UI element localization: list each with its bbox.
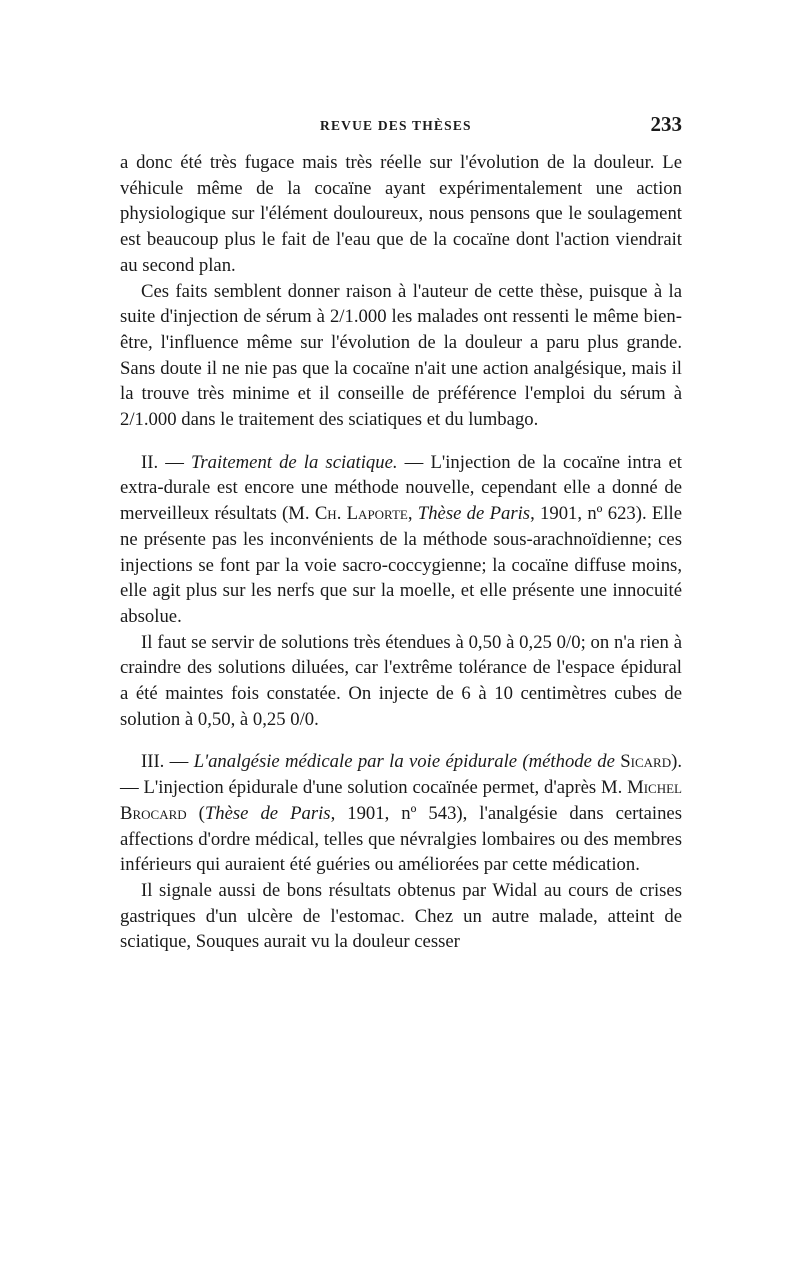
section-ii-text-b: , 1901, nº 623). Elle ne présente pas les inconvénients de la méthode sous-arachnoïdienne; ces injections se font par la voie sacro-coccygienne; la cocaïne diffuse moins, elle agit plus sur les nerfs que sur la moelle, et elle présente une innocuité absolue. bbox=[120, 503, 683, 627]
section-iii-title: L'analgésie médicale par la voie épidurale (méthode de bbox=[193, 751, 621, 773]
section-ii-text-a: — L'injection de la cocaïne intra et extra-durale est encore une méthode nouvelle, cependant elle a donné de merveilleux résultats (M. bbox=[120, 451, 682, 525]
section-iii-author: Michel Brocard bbox=[120, 777, 682, 824]
section-ii-title: Traitement de la sciatique. bbox=[191, 451, 398, 473]
section-iii-title-author: Sicard bbox=[620, 751, 672, 773]
section-ii-sep: , bbox=[407, 503, 418, 525]
section-ii-author: Ch. Laporte bbox=[314, 503, 408, 525]
section-iii-text-b: , 1901, nº 543), l'analgésie dans certaines affections d'ordre médical, telles que névralgies lombaires ou des membres inférieurs qui auraient été guéries ou améliorées par cette médication. bbox=[120, 802, 682, 876]
paragraph-solutions: Il faut se servir de solutions très étendues à 0,50 à 0,25 0/0; on n'a rien à craindre des solutions diluées, car l'extrême tolérance de l'espace épidural a été maintes fois constatée. On injecte de 6 à 10 centimètres cubes de solution à 0,50, à 0,25 0/0. bbox=[120, 631, 682, 730]
section-ii-source: Thèse de Paris bbox=[417, 503, 531, 525]
paragraph-continuation: a donc été très fugace mais très réelle sur l'évolution de la douleur. Le véhicule même de la cocaïne ayant expérimentalement une action physiologique sur l'élément douloureux, nous pensons que le soulagement est beaucoup plus le fait de l'eau que de la cocaïne dont l'action viendrait au second plan. bbox=[120, 152, 682, 276]
paragraph-widal: Il signale aussi de bons résultats obtenus par Widal au cours de crises gastriques d'un ulcère de l'estomac. Chez un autre malade, atteint de sciatique, Souques aurait vu la douleur cesser bbox=[120, 879, 682, 953]
section-iii-dash: — bbox=[164, 751, 194, 773]
section-iii-number: III. bbox=[141, 751, 165, 773]
section-ii-dash: — bbox=[158, 451, 191, 473]
page-header bbox=[120, 110, 682, 142]
running-title: REVUE DES THÈSES bbox=[320, 118, 472, 133]
section-iii-source: Thèse de Paris bbox=[204, 802, 331, 824]
body-text bbox=[120, 150, 682, 955]
page bbox=[120, 110, 682, 955]
section-ii-number: II. bbox=[141, 451, 159, 473]
section-iii-title-close: ) bbox=[671, 751, 678, 773]
section-iii-paren-open: ( bbox=[186, 802, 205, 824]
section-iii-text-a: . — L'injection épidurale d'une solution cocaïnée permet, d'après M. bbox=[120, 751, 682, 799]
page-number: 233 bbox=[650, 112, 682, 136]
section-ii bbox=[120, 450, 682, 630]
section-iii bbox=[120, 749, 682, 878]
paragraph-serum: Ces faits semblent donner raison à l'auteur de cette thèse, puisque à la suite d'injection de sérum à 2/1.000 les malades ont ressenti le même bien-être, l'influence même sur l'évolution de la douleur a paru plus grande. Sans doute il ne nie pas que la cocaïne n'ait une action analgésique, mais il la trouve très minime et il conseille de préférence l'emploi du sérum à 2/1.000 dans le traitement des sciatiques et du lumbago. bbox=[120, 280, 682, 431]
